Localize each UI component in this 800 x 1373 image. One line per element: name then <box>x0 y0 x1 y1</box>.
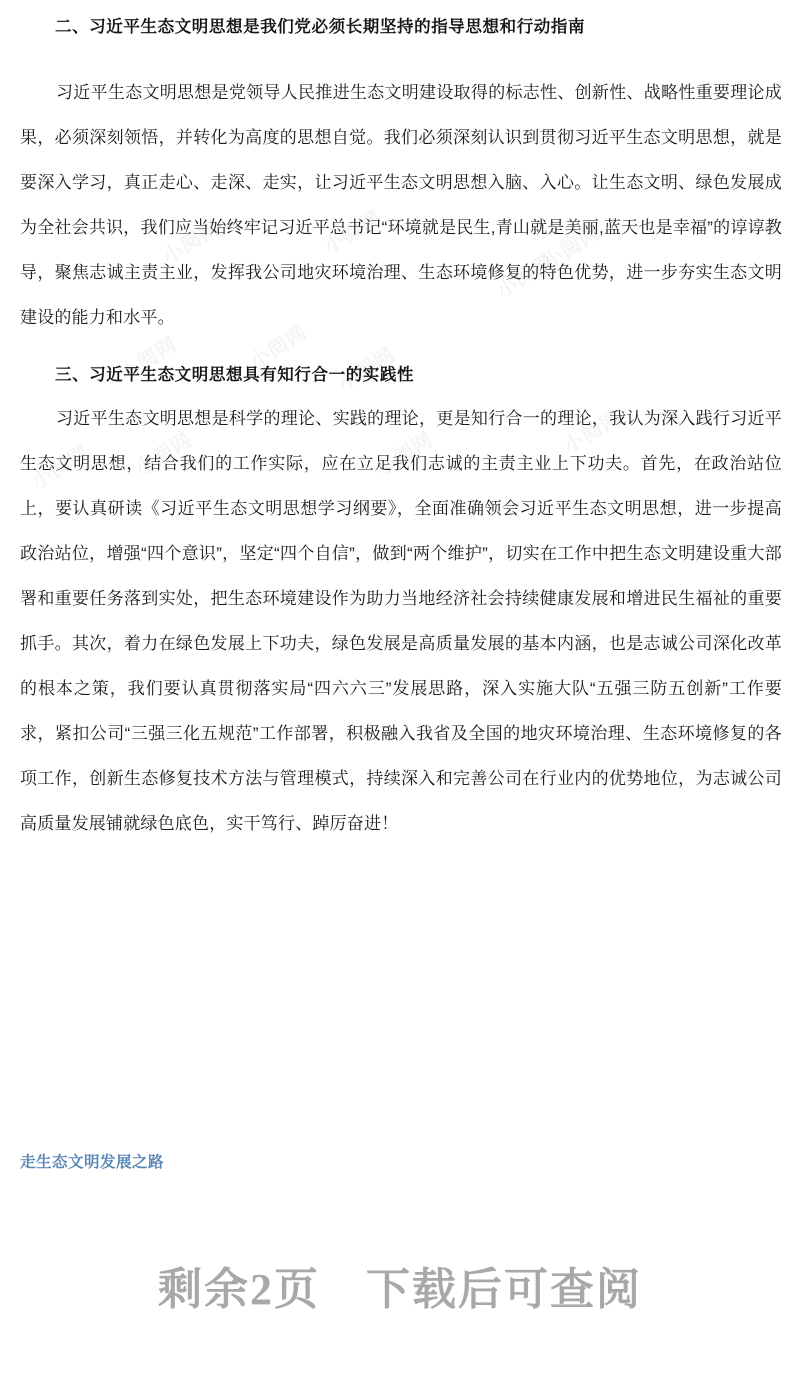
section-paragraph-2: 习近平生态文明思想是党领导人民推进生态文明建设取得的标志性、创新性、战略性重要理论成果，必须深刻领悟，并转化为高度的思想自觉。我们必须深刻认识到贯彻习近平生态文明思想，就是要深入学习，真正走心、走深、走实，让习近平生态文明思想入脑、入心。让生态文明、绿色发展成为全社会共识，我们应当始终牢记习近平总书记“环境就是民生,青山就是美丽,蓝天也是幸福”的谆谆教导，聚焦志诚主责主业，发挥我公司地灾环境治理、生态环境修复的特色优势，进一步夯实生态文明建设的能力和水平。 <box>20 83 782 327</box>
section-heading-2: 二、习近平生态文明思想是我们党必须长期坚持的指导思想和行动指南 <box>55 18 586 36</box>
related-link-container <box>20 1152 164 1174</box>
remaining-pages-text: 剩余2页 下载后可查阅 <box>158 1265 642 1314</box>
section-heading-3: 三、习近平生态文明思想具有知行合一的实践性 <box>55 366 415 384</box>
related-article-link[interactable]: 走生态文明发展之路 <box>20 1154 165 1171</box>
paywall-notice <box>0 1262 800 1318</box>
section-paragraph-3: 习近平生态文明思想是科学的理论、实践的理论，更是知行合一的理论，我认为深入践行习近平生态文明思想，结合我们的工作实际，应在立足我们志诚的主责主业上下功夫。首先，在政治站位上，要认真研读《习近平生态文明思想学习纲要》，全面准确领会习近平生态文明思想，进一步提高政治站位，增强“四个意识”，坚定“四个自信”，做到“两个维护”，切实在工作中把生态文明建设重大部署和重要任务落到实处，把生态环境建设作为助力当地经济社会持续健康发展和增进民生福祉的重要抓手。其次，着力在绿色发展上下功夫，绿色发展是高质量发展的基本内涵，也是志诚公司深化改革的根本之策，我们要认真贯彻落实局“四六六三”发展思路，深入实施大队“五强三防五创新”工作要求，紧扣公司“三强三化五规范”工作部署，积极融入我省及全国的地灾环境治理、生态环境修复的各项工作，创新生态修复技术方法与管理模式，持续深入和完善公司在行业内的优势地位，为志诚公司高质量发展铺就绿色底色，实干笃行、踔厉奋进！ <box>20 409 782 833</box>
